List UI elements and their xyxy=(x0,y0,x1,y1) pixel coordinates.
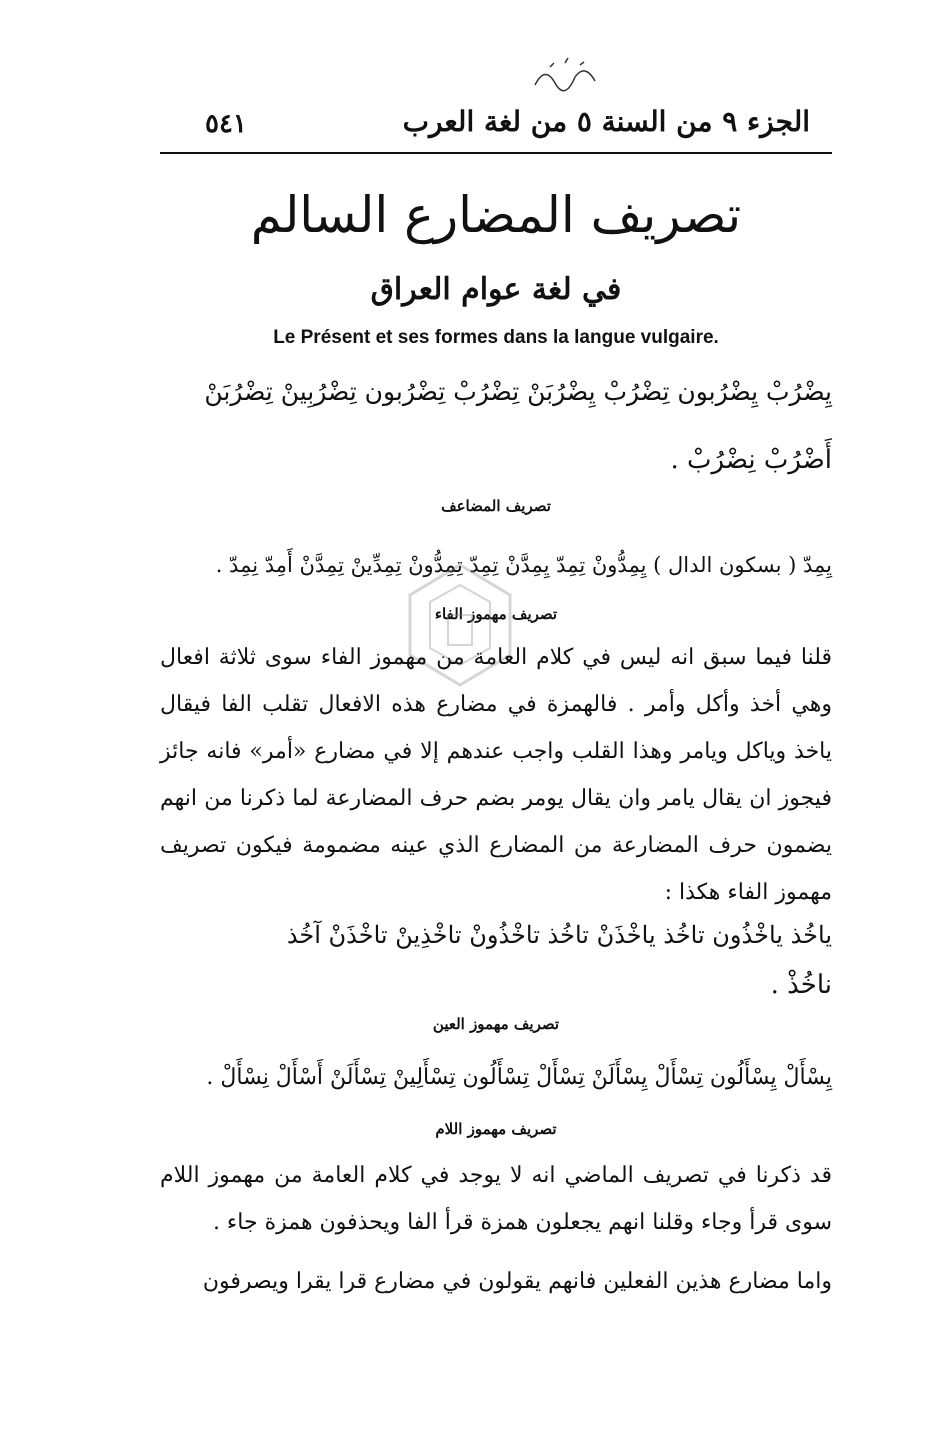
french-subtitle: Le Présent et ses formes dans la langue vulgaire. xyxy=(273,327,719,348)
conjugation-line: يِمِدّ ( بسكون الدال ) يِمِدُّونْ تِمِدّ يِمِدَّنْ تِمِدّ تِمِدُّونْ تِمِدِّينْ تِمِدَّنْ أَمِدّ نِمِدّ . xyxy=(215,553,832,577)
section-heading: تصريف المضاعف xyxy=(441,497,551,515)
section-heading: تصريف مهموز اللام xyxy=(435,1120,557,1138)
page-number: ٥٤١ xyxy=(205,109,247,139)
conjugation-line: ناخُذْ . xyxy=(770,970,832,1000)
running-header xyxy=(150,95,840,155)
body-paragraph: قد ذكرنا في تصريف الماضي انه لا يوجد في كلام العامة من مهموز اللام سوى قرأ وجاء وقلنا انهم يجعلون همزة قرأ الفا ويحذفون همزة جاء . xyxy=(160,1163,832,1235)
conjugation-line: ياخُذ ياخْذُون تاخُذ ياخْذَنْ تاخُذ تاخْذُونْ تاخْذِينْ تاخْذَنْ آخُذ xyxy=(286,921,832,949)
body-paragraph: قلنا فيما سبق انه ليس في كلام العامة من مهموز الفاء سوى ثلاثة افعال وهي أخذ وأكل وأمر . فالهمزة في مضارع هذه الافعال تقلب الفا فيقال ياخذ وياكل ويامر وهذا القلب واجب عندهم إلا في مضارع «أمر» فانه جائز فيجوز ان يقال يامر وان يقال يومر بضم حرف المضارعة لما ذكرنا من انهم يضمون حرف المضارعة من المضارع الذي عينه مضمومة فيكون تصريف مهموز الفاء هكذا : xyxy=(160,645,832,905)
conjugation-line: يِضْرُبْ يِضْرُبون تِضْرُبْ يِضْرُبَنْ تِضْرُبْ تِضْرُبون تِضْرُبِينْ تِضْرُبَنْ xyxy=(204,377,832,406)
article-title: تصريف المضارع السالم xyxy=(250,186,742,244)
section-heading: تصريف مهموز العين xyxy=(432,1015,560,1033)
conjugation-line: أَضْرُبْ نِضْرُبْ . xyxy=(670,445,832,475)
running-header-title: الجزء ٩ من السنة ٥ من لغة العرب xyxy=(402,105,810,138)
header-rule xyxy=(160,152,832,154)
body-paragraph: واما مضارع هذين الفعلين فانهم يقولون في مضارع قرا يقرا ويصرفون xyxy=(202,1269,832,1294)
handwritten-annotation xyxy=(530,55,600,95)
article-subtitle: في لغة عوام العراق xyxy=(370,272,622,307)
conjugation-line: يِسْأَلْ يِسْأَلُون تِسْأَلْ يِسْأَلَنْ تِسْأَلْ تِسْأَلُون تِسْأَلِينْ تِسْأَلَنْ أَسْأَلْ نِسْأَلْ . xyxy=(206,1065,832,1090)
section-heading: تصريف مهموز الفاء xyxy=(434,605,558,623)
